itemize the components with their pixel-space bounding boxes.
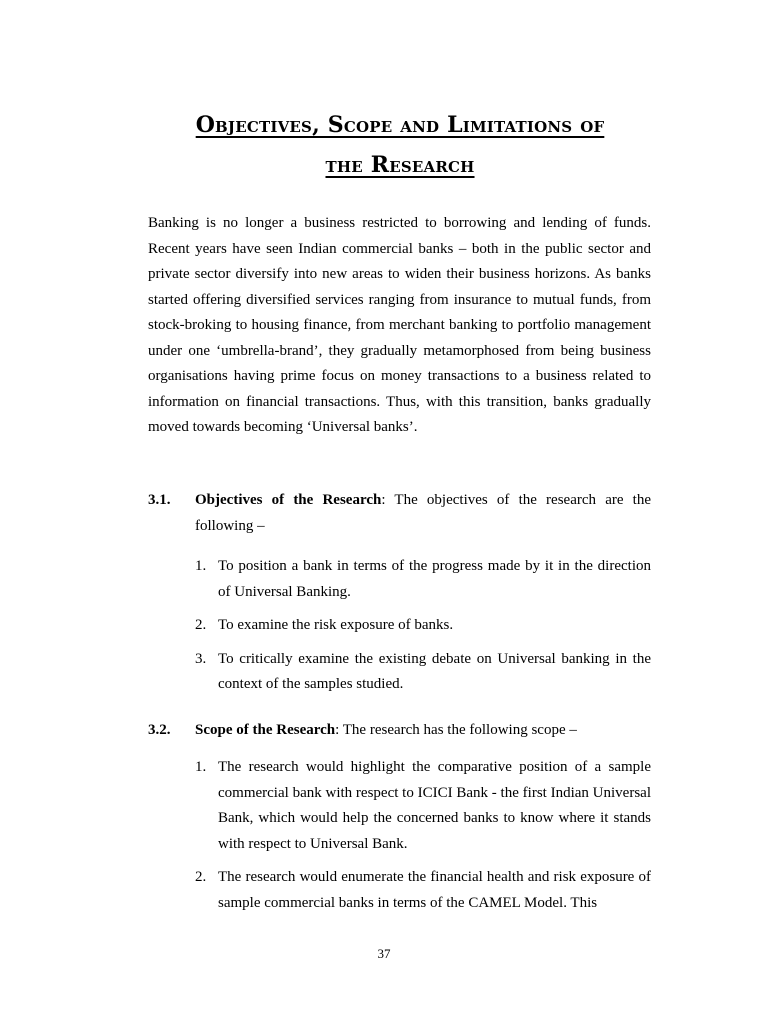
section-heading: Objectives of the Research — [195, 492, 382, 508]
list-item-number: 1. — [195, 558, 207, 574]
list-item — [195, 613, 651, 639]
list-item-text: To examine the risk exposure of banks. — [218, 617, 454, 633]
page-title-line-1: Objectives, Scope and Limitations of — [195, 112, 605, 138]
page-title-line-2: the Research — [325, 152, 475, 178]
scope-list — [195, 755, 651, 924]
section-scope — [148, 718, 651, 744]
section-intro-text: : The objectives of the research are the following – — [195, 492, 651, 534]
list-item — [195, 755, 651, 857]
section-objectives — [148, 488, 651, 539]
list-item-number: 1. — [195, 759, 207, 775]
list-item-text: The research would enumerate the financial health and risk exposure of sample commercial banks in terms of the CAMEL Model. This — [218, 869, 651, 911]
section-heading: Scope of the Research — [195, 722, 336, 738]
list-item — [195, 647, 651, 698]
section-intro-text: : The research has the following scope – — [335, 722, 577, 738]
section-body — [195, 488, 651, 539]
section-number: 3.2. — [148, 722, 171, 738]
page-number: 37 — [377, 946, 391, 961]
objectives-list — [195, 554, 651, 706]
list-item-text: The research would highlight the comparative position of a sample commercial bank with respect to ICICI Bank - the first Indian Universal Bank, which would help the concerned banks to know where it stands with respect to Universal Bank. — [218, 759, 651, 852]
list-item-text: To critically examine the existing debate on Universal banking in the context of the samples studied. — [218, 650, 651, 692]
list-item — [195, 554, 651, 605]
section-body — [195, 718, 651, 744]
list-item-number: 2. — [195, 617, 207, 633]
list-item-number: 3. — [195, 650, 207, 667]
section-number: 3.1. — [148, 492, 171, 508]
list-item-text: To position a bank in terms of the progress made by it in the direction of Universal Banking. — [218, 558, 651, 600]
list-item — [195, 865, 651, 916]
list-item-number: 2. — [195, 869, 207, 885]
intro-paragraph: Banking is no longer a business restricted to borrowing and lending of funds. Recent years have seen Indian commercial banks – both in the public sector and private sector diversify into new areas to widen their business horizons. As banks started offering diversified services ranging from insurance to mutual funds, from stock-broking to housing finance, from merchant banking to portfolio management under one ‘umbrella-brand’, they gradually metamorphosed from being business organisations having prime focus on money transactions to a business related to information on financial transactions. Thus, with this transition, banks gradually moved towards becoming ‘Universal banks’. — [148, 215, 651, 435]
